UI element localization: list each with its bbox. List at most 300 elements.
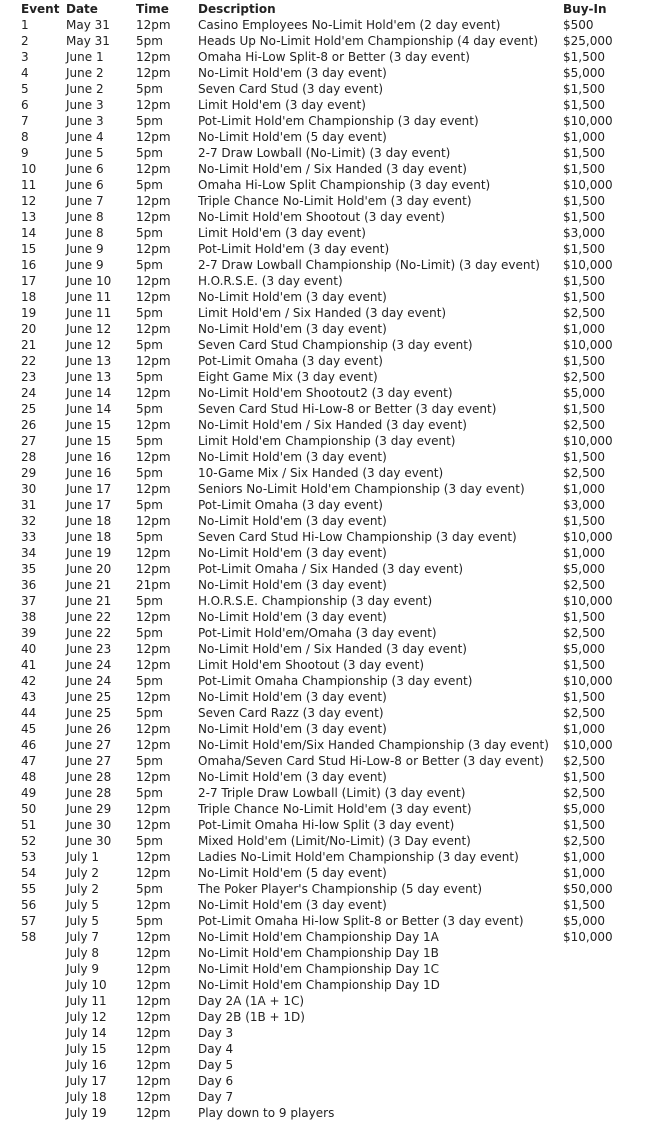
event-buy-in: $2,500 xyxy=(563,418,605,432)
event-date: June 7 xyxy=(66,194,104,208)
event-description: Seven Card Stud (3 day event) xyxy=(198,82,384,96)
table-row xyxy=(0,897,646,913)
event-time: 5pm xyxy=(136,82,163,96)
event-time: 12pm xyxy=(136,418,171,432)
event-description: Day 4 xyxy=(198,1042,234,1056)
table-row xyxy=(0,1041,646,1057)
event-time: 5pm xyxy=(136,226,163,240)
event-number: 19 xyxy=(21,306,37,320)
event-date: June 30 xyxy=(66,834,112,848)
event-date: July 1 xyxy=(66,850,100,864)
table-row xyxy=(0,737,646,753)
event-description: No-Limit Hold'em Championship Day 1C xyxy=(198,962,440,976)
event-time: 12pm xyxy=(136,722,171,736)
event-time: 12pm xyxy=(136,130,171,144)
event-date: June 8 xyxy=(66,210,104,224)
event-date: June 25 xyxy=(66,706,112,720)
table-row xyxy=(0,721,646,737)
event-number: 9 xyxy=(21,146,29,160)
event-number: 17 xyxy=(21,274,37,288)
event-number: 30 xyxy=(21,482,37,496)
event-number: 3 xyxy=(21,50,29,64)
event-time: 12pm xyxy=(136,50,171,64)
event-time: 12pm xyxy=(136,354,171,368)
event-number: 52 xyxy=(21,834,37,848)
event-number: 1 xyxy=(21,18,29,32)
event-time: 12pm xyxy=(136,546,171,560)
event-time: 5pm xyxy=(136,914,163,928)
event-time: 12pm xyxy=(136,1106,171,1120)
event-date: May 31 xyxy=(66,18,110,32)
table-row xyxy=(0,289,646,305)
event-time: 12pm xyxy=(136,322,171,336)
event-time: 12pm xyxy=(136,770,171,784)
table-body xyxy=(0,17,646,1121)
event-date: June 2 xyxy=(66,66,104,80)
event-date: June 28 xyxy=(66,786,112,800)
table-row xyxy=(0,161,646,177)
event-date: June 13 xyxy=(66,370,112,384)
event-time: 12pm xyxy=(136,930,171,944)
event-description: No-Limit Hold'em (5 day event) xyxy=(198,130,387,144)
event-buy-in: $1,500 xyxy=(563,194,605,208)
event-date: June 25 xyxy=(66,690,112,704)
table-row xyxy=(0,529,646,545)
event-time: 12pm xyxy=(136,1042,171,1056)
table-row xyxy=(0,417,646,433)
event-description: Pot-Limit Omaha Hi-low Split (3 day event) xyxy=(198,818,455,832)
event-date: June 28 xyxy=(66,770,112,784)
event-number: 21 xyxy=(21,338,37,352)
table-row xyxy=(0,113,646,129)
table-row xyxy=(0,337,646,353)
event-date: July 10 xyxy=(66,978,107,992)
table-row xyxy=(0,641,646,657)
event-time: 5pm xyxy=(136,402,163,416)
event-time: 5pm xyxy=(136,530,163,544)
event-description: No-Limit Hold'em / Six Handed (3 day event) xyxy=(198,418,467,432)
event-description: No-Limit Hold'em Championship Day 1B xyxy=(198,946,439,960)
event-number: 41 xyxy=(21,658,37,672)
event-description: Limit Hold'em Championship (3 day event) xyxy=(198,434,456,448)
event-number: 20 xyxy=(21,322,37,336)
event-number: 32 xyxy=(21,514,37,528)
event-buy-in: $1,500 xyxy=(563,50,605,64)
event-description: Seniors No-Limit Hold'em Championship (3 day event) xyxy=(198,482,525,496)
event-time: 5pm xyxy=(136,834,163,848)
event-date: June 18 xyxy=(66,514,112,528)
event-description: Pot-Limit Omaha (3 day event) xyxy=(198,498,383,512)
event-description: Seven Card Stud Championship (3 day event) xyxy=(198,338,473,352)
table-row xyxy=(0,577,646,593)
event-description: Pot-Limit Omaha Championship (3 day event) xyxy=(198,674,473,688)
event-description: The Poker Player's Championship (5 day event) xyxy=(198,882,483,896)
event-buy-in: $2,500 xyxy=(563,834,605,848)
event-number: 7 xyxy=(21,114,29,128)
event-date: June 5 xyxy=(66,146,104,160)
event-buy-in: $5,000 xyxy=(563,562,605,576)
event-time: 5pm xyxy=(136,786,163,800)
event-time: 12pm xyxy=(136,642,171,656)
event-date: July 8 xyxy=(66,946,100,960)
table-row xyxy=(0,225,646,241)
event-date: June 17 xyxy=(66,482,112,496)
table-row xyxy=(0,1073,646,1089)
event-date: June 14 xyxy=(66,402,112,416)
event-description: No-Limit Hold'em (3 day event) xyxy=(198,450,387,464)
table-row xyxy=(0,273,646,289)
event-date: June 6 xyxy=(66,162,104,176)
event-date: June 4 xyxy=(66,130,104,144)
event-time: 5pm xyxy=(136,498,163,512)
event-buy-in: $2,500 xyxy=(563,706,605,720)
table-row xyxy=(0,993,646,1009)
event-buy-in: $1,000 xyxy=(563,546,605,560)
event-number: 46 xyxy=(21,738,37,752)
table-row xyxy=(0,513,646,529)
table-row xyxy=(0,881,646,897)
event-date: July 5 xyxy=(66,914,100,928)
event-description: H.O.R.S.E. Championship (3 day event) xyxy=(198,594,433,608)
event-number: 47 xyxy=(21,754,37,768)
event-number: 42 xyxy=(21,674,37,688)
event-number: 5 xyxy=(21,82,29,96)
event-number: 12 xyxy=(21,194,37,208)
event-buy-in: $10,000 xyxy=(563,930,613,944)
event-number: 37 xyxy=(21,594,37,608)
event-number: 27 xyxy=(21,434,37,448)
event-number: 54 xyxy=(21,866,37,880)
event-buy-in: $1,500 xyxy=(563,274,605,288)
table-row xyxy=(0,129,646,145)
event-time: 5pm xyxy=(136,466,163,480)
table-row xyxy=(0,49,646,65)
event-number: 35 xyxy=(21,562,37,576)
event-description: Triple Chance No-Limit Hold'em (3 day event) xyxy=(198,194,472,208)
event-buy-in: $1,500 xyxy=(563,898,605,912)
table-row xyxy=(0,1089,646,1105)
event-description: No-Limit Hold'em (3 day event) xyxy=(198,898,387,912)
table-row xyxy=(0,257,646,273)
event-date: June 10 xyxy=(66,274,112,288)
event-description: Triple Chance No-Limit Hold'em (3 day event) xyxy=(198,802,472,816)
event-date: June 3 xyxy=(66,114,104,128)
event-number: 29 xyxy=(21,466,37,480)
table-row xyxy=(0,33,646,49)
event-buy-in: $5,000 xyxy=(563,802,605,816)
event-description: 2-7 Triple Draw Lowball (Limit) (3 day event) xyxy=(198,786,466,800)
header-date: Date xyxy=(66,2,98,16)
event-number: 39 xyxy=(21,626,37,640)
event-description: 2-7 Draw Lowball Championship (No-Limit) (3 day event) xyxy=(198,258,540,272)
event-buy-in: $5,000 xyxy=(563,914,605,928)
event-time: 21pm xyxy=(136,578,171,592)
event-time: 12pm xyxy=(136,1090,171,1104)
event-date: June 27 xyxy=(66,754,112,768)
table-header xyxy=(0,1,646,17)
event-description: Day 3 xyxy=(198,1026,234,1040)
table-row xyxy=(0,945,646,961)
event-time: 12pm xyxy=(136,818,171,832)
event-time: 12pm xyxy=(136,66,171,80)
event-date: June 14 xyxy=(66,386,112,400)
event-date: June 12 xyxy=(66,322,112,336)
event-time: 12pm xyxy=(136,738,171,752)
event-number: 45 xyxy=(21,722,37,736)
event-date: July 12 xyxy=(66,1010,107,1024)
table-row xyxy=(0,433,646,449)
table-row xyxy=(0,65,646,81)
event-number: 6 xyxy=(21,98,29,112)
table-row xyxy=(0,1105,646,1121)
event-time: 5pm xyxy=(136,882,163,896)
event-description: No-Limit Hold'em (3 day event) xyxy=(198,514,387,528)
event-description: No-Limit Hold'em Championship Day 1D xyxy=(198,978,440,992)
event-time: 5pm xyxy=(136,594,163,608)
event-date: June 21 xyxy=(66,578,112,592)
event-buy-in: $2,500 xyxy=(563,754,605,768)
event-description: Limit Hold'em Shootout (3 day event) xyxy=(198,658,425,672)
event-time: 12pm xyxy=(136,1010,171,1024)
event-buy-in: $1,000 xyxy=(563,722,605,736)
table-row xyxy=(0,753,646,769)
event-time: 12pm xyxy=(136,610,171,624)
table-row xyxy=(0,785,646,801)
event-number: 33 xyxy=(21,530,37,544)
table-row xyxy=(0,769,646,785)
event-date: June 21 xyxy=(66,594,112,608)
event-number: 24 xyxy=(21,386,37,400)
event-date: June 18 xyxy=(66,530,112,544)
event-number: 36 xyxy=(21,578,37,592)
event-description: Pot-Limit Omaha Hi-low Split-8 or Better (3 day event) xyxy=(198,914,524,928)
event-date: June 9 xyxy=(66,242,104,256)
event-time: 12pm xyxy=(136,962,171,976)
event-description: Day 6 xyxy=(198,1074,234,1088)
event-time: 5pm xyxy=(136,434,163,448)
event-buy-in: $50,000 xyxy=(563,882,613,896)
event-time: 12pm xyxy=(136,194,171,208)
table-row xyxy=(0,689,646,705)
event-buy-in: $2,500 xyxy=(563,466,605,480)
event-description: H.O.R.S.E. (3 day event) xyxy=(198,274,343,288)
event-time: 12pm xyxy=(136,994,171,1008)
event-number: 55 xyxy=(21,882,37,896)
event-date: July 11 xyxy=(66,994,107,1008)
event-time: 5pm xyxy=(136,626,163,640)
event-description: No-Limit Hold'em (3 day event) xyxy=(198,722,387,736)
event-description: No-Limit Hold'em / Six Handed (3 day event) xyxy=(198,642,467,656)
table-row xyxy=(0,657,646,673)
event-time: 12pm xyxy=(136,274,171,288)
table-row xyxy=(0,1009,646,1025)
header-buy-in: Buy-In xyxy=(563,2,607,16)
event-number: 25 xyxy=(21,402,37,416)
event-number: 51 xyxy=(21,818,37,832)
event-date: June 23 xyxy=(66,642,112,656)
header-time: Time xyxy=(136,2,169,16)
event-description: Play down to 9 players xyxy=(198,1106,335,1120)
event-buy-in: $10,000 xyxy=(563,114,613,128)
event-date: June 20 xyxy=(66,562,112,576)
event-time: 12pm xyxy=(136,690,171,704)
event-date: June 26 xyxy=(66,722,112,736)
event-date: June 17 xyxy=(66,498,112,512)
event-buy-in: $1,500 xyxy=(563,402,605,416)
header-description: Description xyxy=(198,2,276,16)
table-row xyxy=(0,929,646,945)
event-number: 48 xyxy=(21,770,37,784)
event-buy-in: $1,500 xyxy=(563,658,605,672)
event-buy-in: $1,500 xyxy=(563,98,605,112)
event-time: 5pm xyxy=(136,178,163,192)
event-description: No-Limit Hold'em/Six Handed Championship (3 day event) xyxy=(198,738,549,752)
event-description: Seven Card Stud Hi-Low Championship (3 day event) xyxy=(198,530,517,544)
event-description: No-Limit Hold'em Shootout2 (3 day event) xyxy=(198,386,453,400)
table-row xyxy=(0,625,646,641)
event-buy-in: $10,000 xyxy=(563,738,613,752)
event-description: Casino Employees No-Limit Hold'em (2 day event) xyxy=(198,18,501,32)
event-buy-in: $1,000 xyxy=(563,130,605,144)
event-description: No-Limit Hold'em (3 day event) xyxy=(198,546,387,560)
event-description: No-Limit Hold'em (3 day event) xyxy=(198,770,387,784)
event-date: June 13 xyxy=(66,354,112,368)
table-row xyxy=(0,193,646,209)
event-description: Limit Hold'em / Six Handed (3 day event) xyxy=(198,306,447,320)
event-time: 12pm xyxy=(136,658,171,672)
event-number: 34 xyxy=(21,546,37,560)
event-description: Pot-Limit Hold'em (3 day event) xyxy=(198,242,390,256)
event-buy-in: $10,000 xyxy=(563,178,613,192)
table-row xyxy=(0,81,646,97)
event-date: May 31 xyxy=(66,34,110,48)
event-description: No-Limit Hold'em / Six Handed (3 day event) xyxy=(198,162,467,176)
table-row xyxy=(0,1057,646,1073)
event-buy-in: $2,500 xyxy=(563,626,605,640)
event-buy-in: $1,500 xyxy=(563,162,605,176)
event-date: July 5 xyxy=(66,898,100,912)
event-buy-in: $1,500 xyxy=(563,450,605,464)
event-number: 14 xyxy=(21,226,37,240)
event-time: 12pm xyxy=(136,386,171,400)
table-row xyxy=(0,17,646,33)
event-date: June 19 xyxy=(66,546,112,560)
event-description: No-Limit Hold'em (3 day event) xyxy=(198,578,387,592)
event-number: 43 xyxy=(21,690,37,704)
event-date: June 2 xyxy=(66,82,104,96)
event-description: Eight Game Mix (3 day event) xyxy=(198,370,378,384)
event-buy-in: $10,000 xyxy=(563,530,613,544)
event-buy-in: $10,000 xyxy=(563,674,613,688)
event-time: 12pm xyxy=(136,1074,171,1088)
event-number: 40 xyxy=(21,642,37,656)
event-buy-in: $1,500 xyxy=(563,242,605,256)
table-row xyxy=(0,817,646,833)
table-row xyxy=(0,497,646,513)
event-date: June 29 xyxy=(66,802,112,816)
event-date: July 18 xyxy=(66,1090,107,1104)
event-number: 18 xyxy=(21,290,37,304)
event-number: 31 xyxy=(21,498,37,512)
event-time: 12pm xyxy=(136,290,171,304)
table-row xyxy=(0,177,646,193)
table-row xyxy=(0,481,646,497)
event-number: 49 xyxy=(21,786,37,800)
event-description: Ladies No-Limit Hold'em Championship (3 day event) xyxy=(198,850,519,864)
event-number: 11 xyxy=(21,178,37,192)
event-number: 8 xyxy=(21,130,29,144)
event-time: 12pm xyxy=(136,162,171,176)
event-description: Pot-Limit Hold'em/Omaha (3 day event) xyxy=(198,626,437,640)
event-date: July 16 xyxy=(66,1058,107,1072)
event-time: 12pm xyxy=(136,866,171,880)
event-date: June 3 xyxy=(66,98,104,112)
event-time: 12pm xyxy=(136,450,171,464)
event-buy-in: $1,500 xyxy=(563,690,605,704)
table-row xyxy=(0,353,646,369)
event-date: June 24 xyxy=(66,674,112,688)
event-number: 44 xyxy=(21,706,37,720)
event-number: 10 xyxy=(21,162,37,176)
event-description: No-Limit Hold'em Championship Day 1A xyxy=(198,930,439,944)
event-number: 58 xyxy=(21,930,37,944)
event-buy-in: $25,000 xyxy=(563,34,613,48)
event-time: 5pm xyxy=(136,114,163,128)
event-time: 5pm xyxy=(136,754,163,768)
event-description: Day 2A (1A + 1C) xyxy=(198,994,305,1008)
event-description: No-Limit Hold'em (3 day event) xyxy=(198,290,387,304)
event-number: 57 xyxy=(21,914,37,928)
event-number: 16 xyxy=(21,258,37,272)
event-date: June 9 xyxy=(66,258,104,272)
table-row xyxy=(0,849,646,865)
table-row xyxy=(0,705,646,721)
event-time: 5pm xyxy=(136,146,163,160)
event-date: June 8 xyxy=(66,226,104,240)
event-description: No-Limit Hold'em (3 day event) xyxy=(198,322,387,336)
table-row xyxy=(0,241,646,257)
event-date: June 12 xyxy=(66,338,112,352)
event-description: No-Limit Hold'em (3 day event) xyxy=(198,66,387,80)
table-row xyxy=(0,209,646,225)
event-time: 12pm xyxy=(136,850,171,864)
event-date: June 22 xyxy=(66,626,112,640)
event-number: 15 xyxy=(21,242,37,256)
event-buy-in: $1,500 xyxy=(563,610,605,624)
event-buy-in: $1,500 xyxy=(563,514,605,528)
event-description: No-Limit Hold'em (3 day event) xyxy=(198,610,387,624)
event-time: 12pm xyxy=(136,978,171,992)
table-row xyxy=(0,385,646,401)
event-date: July 17 xyxy=(66,1074,107,1088)
event-number: 56 xyxy=(21,898,37,912)
table-row xyxy=(0,801,646,817)
event-buy-in: $1,000 xyxy=(563,850,605,864)
event-time: 12pm xyxy=(136,802,171,816)
event-date: July 2 xyxy=(66,866,100,880)
event-description: No-Limit Hold'em Shootout (3 day event) xyxy=(198,210,445,224)
event-description: Omaha/Seven Card Stud Hi-Low-8 or Better (3 day event) xyxy=(198,754,544,768)
header-event: Event xyxy=(21,2,60,16)
event-description: No-Limit Hold'em (3 day event) xyxy=(198,690,387,704)
table-row xyxy=(0,465,646,481)
table-row xyxy=(0,1025,646,1041)
table-row xyxy=(0,961,646,977)
event-time: 5pm xyxy=(136,338,163,352)
table-row xyxy=(0,609,646,625)
event-buy-in: $10,000 xyxy=(563,258,613,272)
event-date: June 27 xyxy=(66,738,112,752)
